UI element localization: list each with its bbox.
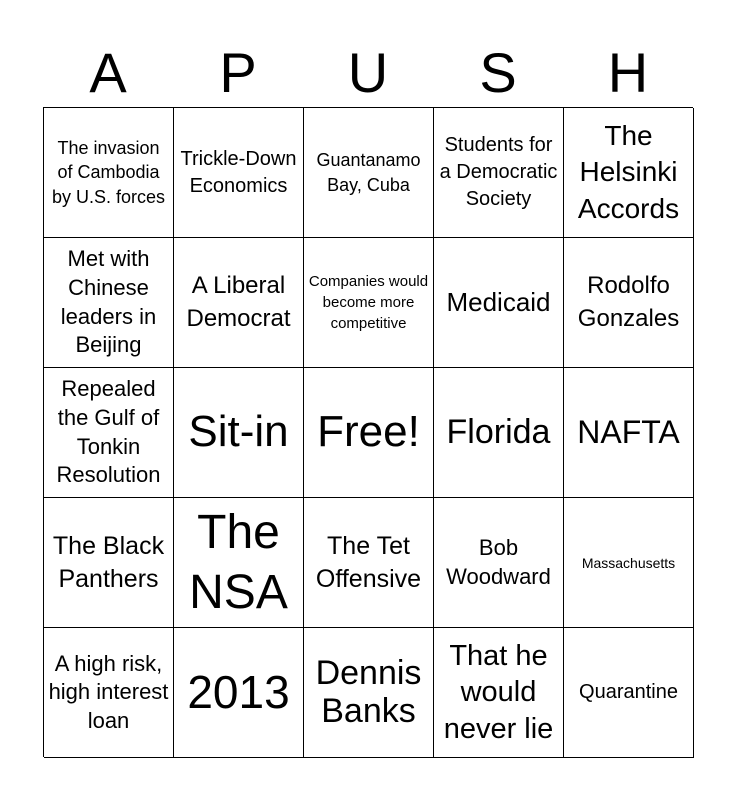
cell-text: Florida bbox=[446, 412, 551, 451]
header-letter-h: H bbox=[607, 41, 649, 104]
bingo-cell-r2c3[interactable] bbox=[304, 238, 434, 368]
cell-text: Massachusetts bbox=[581, 554, 676, 571]
bingo-cell-r3c3[interactable] bbox=[304, 368, 434, 498]
bingo-cell-r3c4[interactable] bbox=[434, 368, 564, 498]
header-letter-a: A bbox=[89, 41, 127, 104]
cell-text: Medicaid bbox=[446, 286, 551, 317]
cell-text: The Black Panthers bbox=[52, 532, 165, 593]
bingo-cell-r2c2[interactable] bbox=[174, 238, 304, 368]
bingo-cell-r1c5[interactable] bbox=[564, 108, 694, 238]
bingo-grid bbox=[43, 107, 693, 757]
bingo-cell-r5c5[interactable] bbox=[564, 628, 694, 758]
cell-text: Bob Woodward bbox=[446, 534, 551, 589]
bingo-cell-r3c2[interactable] bbox=[174, 368, 304, 498]
bingo-cell-r4c5[interactable] bbox=[564, 498, 694, 628]
cell-text: Students for a Democratic Society bbox=[439, 134, 558, 210]
cell-text: Dennis Banks bbox=[315, 654, 422, 730]
bingo-cell-r2c5[interactable] bbox=[564, 238, 694, 368]
cell-text: The Tet Offensive bbox=[315, 532, 422, 593]
bingo-cell-r4c4[interactable] bbox=[434, 498, 564, 628]
bingo-cell-r4c3[interactable] bbox=[304, 498, 434, 628]
bingo-cell-r4c1[interactable] bbox=[44, 498, 174, 628]
cell-text: Quarantine bbox=[579, 681, 678, 703]
bingo-cell-r5c4[interactable] bbox=[434, 628, 564, 758]
bingo-cell-r1c2[interactable] bbox=[174, 108, 304, 238]
cell-text: The invasion of Cambodia by U.S. forces bbox=[51, 138, 166, 207]
cell-text: That he would never lie bbox=[443, 640, 554, 745]
bingo-cell-r3c5[interactable] bbox=[564, 368, 694, 498]
bingo-cell-r5c1[interactable] bbox=[44, 628, 174, 758]
cell-text: The NSA bbox=[189, 505, 288, 619]
bingo-cell-r2c4[interactable] bbox=[434, 238, 564, 368]
cell-text: Companies would become more competitive bbox=[308, 273, 429, 332]
bingo-cell-r1c4[interactable] bbox=[434, 108, 564, 238]
cell-text: Rodolfo Gonzales bbox=[577, 272, 680, 332]
header-letter-p: P bbox=[219, 41, 257, 104]
bingo-cell-r2c1[interactable] bbox=[44, 238, 174, 368]
bingo-cell-r5c3[interactable] bbox=[304, 628, 434, 758]
bingo-cell-r5c2[interactable] bbox=[174, 628, 304, 758]
header-letter-s: S bbox=[479, 41, 517, 104]
cell-text: Guantanamo Bay, Cuba bbox=[316, 150, 421, 195]
cell-text: NAFTA bbox=[577, 414, 680, 451]
bingo-cell-r3c1[interactable] bbox=[44, 368, 174, 498]
cell-text: Trickle-Down Economics bbox=[180, 147, 297, 197]
cell-text: Free! bbox=[317, 407, 420, 457]
cell-text: 2013 bbox=[187, 666, 290, 719]
cell-text: A Liberal Democrat bbox=[186, 272, 291, 332]
header-letter-u: U bbox=[347, 41, 389, 104]
bingo-header bbox=[43, 38, 693, 108]
cell-text: Met with Chinese leaders in Beijing bbox=[60, 246, 157, 358]
bingo-cell-r4c2[interactable] bbox=[174, 498, 304, 628]
cell-text: Sit-in bbox=[188, 407, 289, 457]
cell-text: The Helsinki Accords bbox=[577, 119, 680, 224]
bingo-cell-r1c3[interactable] bbox=[304, 108, 434, 238]
bingo-cell-r1c1[interactable] bbox=[44, 108, 174, 238]
cell-text: Repealed the Gulf of Tonkin Resolution bbox=[56, 376, 161, 488]
cell-text: A high risk, high interest loan bbox=[48, 650, 169, 733]
